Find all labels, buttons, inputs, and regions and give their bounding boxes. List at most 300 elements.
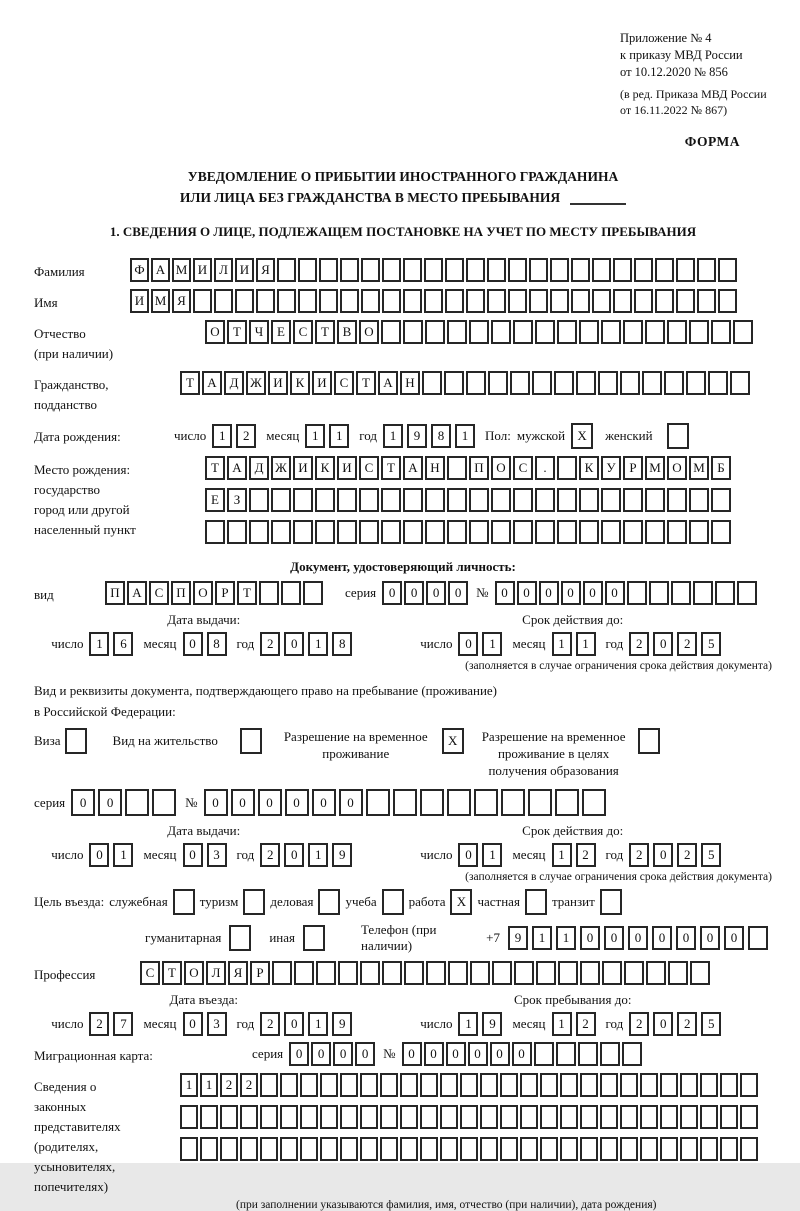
cell[interactable]	[260, 1073, 278, 1097]
cell[interactable]	[470, 961, 490, 985]
cell[interactable]	[555, 789, 579, 816]
cell[interactable]	[359, 520, 379, 544]
cell[interactable]: 0	[312, 789, 336, 816]
cell[interactable]: 0	[539, 581, 559, 605]
cell[interactable]	[480, 1073, 498, 1097]
cell[interactable]	[535, 488, 555, 512]
cell[interactable]: Б	[711, 456, 731, 480]
cell[interactable]	[319, 258, 338, 282]
cell[interactable]	[259, 581, 279, 605]
cell[interactable]	[697, 289, 716, 313]
cell[interactable]	[510, 371, 530, 395]
cell[interactable]: 8	[431, 424, 451, 448]
cell[interactable]: 2	[576, 1012, 596, 1036]
cell[interactable]: 0	[98, 789, 122, 816]
cell[interactable]	[711, 520, 731, 544]
purpose-business-checkbox[interactable]	[318, 889, 340, 915]
cell[interactable]	[340, 1137, 358, 1161]
cell[interactable]: 0	[382, 581, 402, 605]
cell[interactable]	[668, 961, 688, 985]
cell[interactable]	[520, 1073, 538, 1097]
cell[interactable]	[528, 789, 552, 816]
cell[interactable]: 5	[701, 632, 721, 656]
cell[interactable]	[513, 488, 533, 512]
cell[interactable]	[571, 258, 590, 282]
cell[interactable]	[576, 371, 596, 395]
cell[interactable]	[445, 258, 464, 282]
cell[interactable]	[220, 1105, 238, 1129]
cell[interactable]: 2	[240, 1073, 258, 1097]
cell[interactable]	[580, 1105, 598, 1129]
cell[interactable]	[320, 1137, 338, 1161]
cell[interactable]: 2	[89, 1012, 109, 1036]
cell[interactable]	[469, 320, 489, 344]
cell[interactable]	[535, 320, 555, 344]
cell[interactable]: 0	[495, 581, 515, 605]
cell[interactable]	[447, 789, 471, 816]
cell[interactable]: Д	[224, 371, 244, 395]
cell[interactable]	[680, 1137, 698, 1161]
cell[interactable]	[469, 488, 489, 512]
cell[interactable]: 0	[448, 581, 468, 605]
cell[interactable]: 0	[724, 926, 744, 950]
cell[interactable]	[125, 789, 149, 816]
cell[interactable]: 1	[552, 1012, 572, 1036]
cell[interactable]: У	[601, 456, 621, 480]
cell[interactable]: 0	[458, 843, 478, 867]
cell[interactable]: 1	[180, 1073, 198, 1097]
cell[interactable]	[718, 289, 737, 313]
cell[interactable]: 0	[490, 1042, 510, 1066]
cell[interactable]: 9	[407, 424, 427, 448]
cell[interactable]	[193, 289, 212, 313]
cell[interactable]	[700, 1073, 718, 1097]
cell[interactable]	[560, 1105, 578, 1129]
cell[interactable]: 0	[426, 581, 446, 605]
cell[interactable]	[448, 961, 468, 985]
cell[interactable]	[645, 320, 665, 344]
cell[interactable]	[623, 488, 643, 512]
cell[interactable]: О	[205, 320, 225, 344]
cell[interactable]: 1	[89, 632, 109, 656]
cell[interactable]: Я	[172, 289, 191, 313]
cell[interactable]	[689, 320, 709, 344]
cell[interactable]: 0	[653, 843, 673, 867]
cell[interactable]	[315, 488, 335, 512]
cell[interactable]	[152, 789, 176, 816]
cell[interactable]	[240, 1137, 258, 1161]
cell[interactable]	[400, 1105, 418, 1129]
cell[interactable]: 0	[561, 581, 581, 605]
cell[interactable]	[600, 1137, 618, 1161]
cell[interactable]: А	[151, 258, 170, 282]
cell[interactable]: А	[378, 371, 398, 395]
cell[interactable]	[508, 258, 527, 282]
cell[interactable]: К	[290, 371, 310, 395]
cell[interactable]	[671, 581, 691, 605]
cell[interactable]	[708, 371, 728, 395]
cell[interactable]	[272, 961, 292, 985]
cell[interactable]	[260, 1137, 278, 1161]
cell[interactable]	[540, 1105, 558, 1129]
cell[interactable]: 5	[701, 843, 721, 867]
cell[interactable]: И	[235, 258, 254, 282]
cell[interactable]	[640, 1137, 658, 1161]
cell[interactable]	[277, 258, 296, 282]
cell[interactable]: 0	[89, 843, 109, 867]
cell[interactable]	[720, 1105, 738, 1129]
cell[interactable]	[550, 289, 569, 313]
cell[interactable]	[592, 258, 611, 282]
cell[interactable]	[649, 581, 669, 605]
cell[interactable]	[557, 488, 577, 512]
cell[interactable]	[403, 289, 422, 313]
cell[interactable]: Т	[356, 371, 376, 395]
cell[interactable]	[556, 1042, 576, 1066]
cell[interactable]	[600, 1105, 618, 1129]
cell[interactable]	[748, 926, 768, 950]
cell[interactable]	[720, 1073, 738, 1097]
cell[interactable]	[642, 371, 662, 395]
cell[interactable]: 0	[468, 1042, 488, 1066]
cell[interactable]: О	[193, 581, 213, 605]
cell[interactable]	[380, 1105, 398, 1129]
cell[interactable]	[361, 258, 380, 282]
cell[interactable]	[316, 961, 336, 985]
purpose-study-checkbox[interactable]	[382, 889, 404, 915]
cell[interactable]: А	[202, 371, 222, 395]
cell[interactable]	[557, 320, 577, 344]
cell[interactable]: 3	[207, 1012, 227, 1036]
cell[interactable]: 1	[200, 1073, 218, 1097]
cell[interactable]	[382, 289, 401, 313]
cell[interactable]: 0	[653, 1012, 673, 1036]
cell[interactable]	[300, 1105, 318, 1129]
cell[interactable]	[180, 1137, 198, 1161]
cell[interactable]	[686, 371, 706, 395]
cell[interactable]: Р	[215, 581, 235, 605]
cell[interactable]: 2	[260, 1012, 280, 1036]
cell[interactable]: 0	[424, 1042, 444, 1066]
cell[interactable]: Е	[205, 488, 225, 512]
cell[interactable]: 9	[508, 926, 528, 950]
cell[interactable]: 1	[308, 1012, 328, 1036]
cell[interactable]	[667, 488, 687, 512]
cell[interactable]	[260, 1105, 278, 1129]
cell[interactable]	[440, 1105, 458, 1129]
cell[interactable]: Т	[315, 320, 335, 344]
cell[interactable]	[492, 961, 512, 985]
cell[interactable]	[249, 520, 269, 544]
cell[interactable]: 0	[204, 789, 228, 816]
cell[interactable]	[740, 1073, 758, 1097]
cell[interactable]: Р	[623, 456, 643, 480]
cell[interactable]	[600, 1042, 620, 1066]
cell[interactable]	[580, 961, 600, 985]
cell[interactable]	[634, 289, 653, 313]
cell[interactable]: 0	[676, 926, 696, 950]
cell[interactable]: 0	[285, 789, 309, 816]
cell[interactable]	[718, 258, 737, 282]
cell[interactable]	[340, 1105, 358, 1129]
cell[interactable]	[403, 520, 423, 544]
cell[interactable]	[420, 1105, 438, 1129]
cell[interactable]: 8	[332, 632, 352, 656]
cell[interactable]	[491, 520, 511, 544]
cell[interactable]: 1	[482, 843, 502, 867]
cell[interactable]: И	[193, 258, 212, 282]
cell[interactable]	[720, 1137, 738, 1161]
cell[interactable]	[444, 371, 464, 395]
cell[interactable]	[447, 520, 467, 544]
cell[interactable]	[536, 961, 556, 985]
cell[interactable]	[340, 1073, 358, 1097]
male-checkbox[interactable]: X	[571, 423, 593, 449]
cell[interactable]	[520, 1137, 538, 1161]
cell[interactable]: О	[184, 961, 204, 985]
cell[interactable]: Ч	[249, 320, 269, 344]
cell[interactable]: 1	[308, 632, 328, 656]
cell[interactable]: М	[689, 456, 709, 480]
cell[interactable]	[513, 520, 533, 544]
cell[interactable]	[298, 289, 317, 313]
cell[interactable]	[460, 1137, 478, 1161]
cell[interactable]	[214, 289, 233, 313]
cell[interactable]	[360, 1105, 378, 1129]
cell[interactable]: 1	[212, 424, 232, 448]
cell[interactable]	[689, 488, 709, 512]
cell[interactable]: С	[359, 456, 379, 480]
cell[interactable]: А	[127, 581, 147, 605]
cell[interactable]: 0	[71, 789, 95, 816]
cell[interactable]: 2	[677, 632, 697, 656]
cell[interactable]	[660, 1073, 678, 1097]
cell[interactable]: Р	[250, 961, 270, 985]
cell[interactable]	[558, 961, 578, 985]
cell[interactable]	[571, 289, 590, 313]
cell[interactable]	[690, 961, 710, 985]
cell[interactable]	[447, 320, 467, 344]
cell[interactable]	[460, 1073, 478, 1097]
cell[interactable]: Ф	[130, 258, 149, 282]
cell[interactable]: 0	[258, 789, 282, 816]
cell[interactable]: 7	[113, 1012, 133, 1036]
cell[interactable]: 0	[458, 632, 478, 656]
cell[interactable]: П	[469, 456, 489, 480]
cell[interactable]: А	[403, 456, 423, 480]
cell[interactable]: 0	[580, 926, 600, 950]
cell[interactable]	[360, 1073, 378, 1097]
cell[interactable]	[380, 1137, 398, 1161]
cell[interactable]	[580, 1137, 598, 1161]
cell[interactable]: 1	[576, 632, 596, 656]
cell[interactable]	[293, 488, 313, 512]
cell[interactable]	[180, 1105, 198, 1129]
cell[interactable]: 0	[605, 581, 625, 605]
cell[interactable]	[645, 520, 665, 544]
cell[interactable]	[280, 1105, 298, 1129]
cell[interactable]	[627, 581, 647, 605]
cell[interactable]	[380, 1073, 398, 1097]
cell[interactable]: 1	[329, 424, 349, 448]
cell[interactable]	[579, 320, 599, 344]
female-checkbox[interactable]	[667, 423, 689, 449]
temp-residence-checkbox[interactable]: X	[442, 728, 464, 754]
cell[interactable]: Л	[214, 258, 233, 282]
cell[interactable]	[425, 488, 445, 512]
cell[interactable]	[613, 258, 632, 282]
cell[interactable]	[271, 488, 291, 512]
cell[interactable]	[303, 581, 323, 605]
cell[interactable]	[420, 789, 444, 816]
cell[interactable]	[646, 961, 666, 985]
cell[interactable]: Я	[256, 258, 275, 282]
cell[interactable]	[205, 520, 225, 544]
cell[interactable]: О	[667, 456, 687, 480]
cell[interactable]	[425, 320, 445, 344]
cell[interactable]	[382, 258, 401, 282]
cell[interactable]: 6	[113, 632, 133, 656]
cell[interactable]: И	[337, 456, 357, 480]
cell[interactable]	[294, 961, 314, 985]
cell[interactable]	[500, 1137, 518, 1161]
cell[interactable]: Д	[249, 456, 269, 480]
cell[interactable]	[271, 520, 291, 544]
cell[interactable]	[360, 1137, 378, 1161]
cell[interactable]	[500, 1073, 518, 1097]
cell[interactable]	[601, 320, 621, 344]
cell[interactable]: 1	[455, 424, 475, 448]
cell[interactable]	[403, 258, 422, 282]
cell[interactable]: 0	[289, 1042, 309, 1066]
cell[interactable]	[240, 1105, 258, 1129]
cell[interactable]	[560, 1073, 578, 1097]
cell[interactable]	[730, 371, 750, 395]
cell[interactable]: С	[513, 456, 533, 480]
cell[interactable]	[613, 289, 632, 313]
cell[interactable]	[660, 1137, 678, 1161]
cell[interactable]	[480, 1105, 498, 1129]
cell[interactable]	[640, 1073, 658, 1097]
cell[interactable]: 0	[404, 581, 424, 605]
cell[interactable]: В	[337, 320, 357, 344]
cell[interactable]: 1	[552, 632, 572, 656]
cell[interactable]: Н	[425, 456, 445, 480]
cell[interactable]	[501, 789, 525, 816]
cell[interactable]	[579, 488, 599, 512]
cell[interactable]: М	[151, 289, 170, 313]
cell[interactable]	[676, 258, 695, 282]
cell[interactable]	[298, 258, 317, 282]
cell[interactable]: 0	[284, 1012, 304, 1036]
purpose-private-checkbox[interactable]	[525, 889, 547, 915]
cell[interactable]	[535, 520, 555, 544]
cell[interactable]: 0	[284, 843, 304, 867]
purpose-transit-checkbox[interactable]	[600, 889, 622, 915]
cell[interactable]	[277, 289, 296, 313]
cell[interactable]: 0	[183, 843, 203, 867]
cell[interactable]: Е	[271, 320, 291, 344]
cell[interactable]	[425, 520, 445, 544]
cell[interactable]	[623, 320, 643, 344]
cell[interactable]	[601, 488, 621, 512]
cell[interactable]	[623, 520, 643, 544]
cell[interactable]	[422, 371, 442, 395]
cell[interactable]	[440, 1073, 458, 1097]
cell[interactable]	[645, 488, 665, 512]
cell[interactable]	[382, 961, 402, 985]
cell[interactable]	[403, 488, 423, 512]
cell[interactable]	[513, 320, 533, 344]
cell[interactable]: С	[334, 371, 354, 395]
cell[interactable]	[400, 1073, 418, 1097]
cell[interactable]	[737, 581, 757, 605]
cell[interactable]: 0	[652, 926, 672, 950]
cell[interactable]: 2	[629, 843, 649, 867]
cell[interactable]: К	[315, 456, 335, 480]
cell[interactable]: М	[645, 456, 665, 480]
cell[interactable]: 2	[260, 632, 280, 656]
cell[interactable]	[667, 320, 687, 344]
cell[interactable]	[680, 1073, 698, 1097]
cell[interactable]	[601, 520, 621, 544]
cell[interactable]: 2	[629, 1012, 649, 1036]
cell[interactable]	[361, 289, 380, 313]
cell[interactable]	[676, 289, 695, 313]
cell[interactable]: 0	[402, 1042, 422, 1066]
cell[interactable]	[381, 488, 401, 512]
cell[interactable]: И	[268, 371, 288, 395]
cell[interactable]	[620, 1073, 638, 1097]
cell[interactable]: 0	[183, 632, 203, 656]
cell[interactable]	[660, 1105, 678, 1129]
cell[interactable]	[480, 1137, 498, 1161]
cell[interactable]	[592, 289, 611, 313]
cell[interactable]: 0	[653, 632, 673, 656]
cell[interactable]	[319, 289, 338, 313]
cell[interactable]	[424, 258, 443, 282]
cell[interactable]: З	[227, 488, 247, 512]
cell[interactable]: 0	[339, 789, 363, 816]
cell[interactable]	[711, 320, 731, 344]
cell[interactable]: 0	[517, 581, 537, 605]
cell[interactable]	[711, 488, 731, 512]
cell[interactable]: 1	[113, 843, 133, 867]
cell[interactable]	[469, 520, 489, 544]
cell[interactable]	[693, 581, 713, 605]
cell[interactable]	[529, 289, 548, 313]
cell[interactable]	[474, 789, 498, 816]
cell[interactable]	[655, 258, 674, 282]
cell[interactable]	[620, 1137, 638, 1161]
cell[interactable]	[554, 371, 574, 395]
cell[interactable]	[491, 320, 511, 344]
cell[interactable]: К	[579, 456, 599, 480]
purpose-other-checkbox[interactable]	[303, 925, 325, 951]
cell[interactable]	[340, 258, 359, 282]
cell[interactable]	[420, 1073, 438, 1097]
cell[interactable]	[640, 1105, 658, 1129]
cell[interactable]	[550, 258, 569, 282]
cell[interactable]	[500, 1105, 518, 1129]
cell[interactable]: 0	[231, 789, 255, 816]
cell[interactable]: О	[491, 456, 511, 480]
cell[interactable]: 1	[552, 843, 572, 867]
purpose-official-checkbox[interactable]	[173, 889, 195, 915]
cell[interactable]	[200, 1105, 218, 1129]
cell[interactable]	[540, 1137, 558, 1161]
residence-permit-checkbox[interactable]	[240, 728, 262, 754]
